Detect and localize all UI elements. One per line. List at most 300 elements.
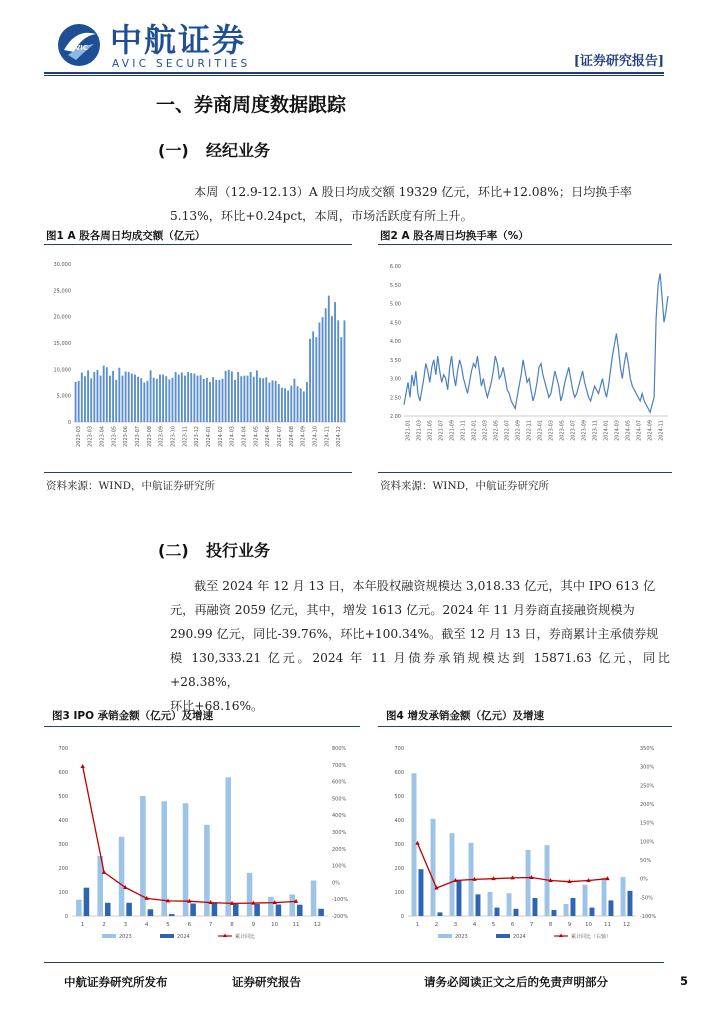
x-tick-label: 2024-01 [603, 420, 610, 441]
bar [197, 376, 199, 422]
y-tick-label: 100 [394, 890, 404, 896]
bar-2024 [276, 904, 282, 916]
figure-1-title: 图1 A 股各周日均成交额（亿元） [46, 230, 206, 242]
x-tick-label: 2024-07 [276, 426, 283, 447]
bar-2024 [148, 909, 154, 916]
bar [200, 375, 202, 422]
bar [222, 379, 224, 422]
bar [312, 331, 314, 422]
bar-2023 [76, 900, 82, 916]
figure-2-rule [378, 244, 672, 245]
x-tick-label: 2024-04 [241, 426, 248, 447]
x-tick-label: 2023-04 [99, 426, 106, 447]
y-tick-label: 0 [67, 420, 71, 426]
y2-tick-label: 300% [332, 830, 347, 836]
y-tick-label: 25,000 [53, 288, 71, 295]
bar [150, 370, 152, 422]
y2-tick-label: 0% [640, 876, 648, 883]
y-tick-label: 600 [394, 770, 404, 776]
bar [128, 372, 130, 422]
bar [93, 372, 95, 422]
x-tick-label: 5 [491, 922, 496, 928]
bar-2023 [289, 894, 295, 916]
brokerage-paragraph [170, 180, 670, 228]
x-tick-label: 3 [453, 922, 458, 928]
x-tick-label: 2023-09 [581, 420, 588, 441]
bar-2024 [169, 914, 175, 916]
y-tick-label: 2.00 [389, 414, 401, 420]
bar [256, 370, 258, 422]
x-tick-label: 9 [251, 922, 256, 928]
y2-tick-label: 100% [332, 863, 347, 870]
bar [290, 386, 292, 422]
figure-4-title: 图4 增发承销金额（亿元）及增速 [386, 710, 544, 722]
x-tick-label: 2021-01 [405, 420, 412, 441]
x-tick-label: 2024-11 [324, 426, 331, 447]
bar-2024 [297, 905, 303, 916]
bar-2023 [564, 904, 569, 916]
bar-2023 [488, 892, 493, 916]
footer-report-type: 证券研究报告 [232, 975, 301, 989]
bar [190, 373, 192, 422]
bar [268, 383, 270, 423]
bar [106, 367, 108, 422]
bar [334, 302, 336, 422]
bar [287, 390, 289, 422]
section-title: 一、券商周度数据跟踪 [156, 94, 347, 116]
bar [181, 372, 183, 422]
x-tick-label: 9 [567, 922, 572, 928]
bar-2023 [450, 833, 455, 916]
y2-tick-label: 50% [640, 858, 652, 864]
x-tick-label: 2023-12 [194, 426, 201, 447]
footer-publisher: 中航证券研究所发布 [64, 975, 168, 989]
bar [165, 376, 167, 422]
y2-tick-label: 100% [640, 839, 655, 846]
legend-marker [559, 934, 563, 938]
x-tick-label: 2024-09 [647, 420, 654, 441]
bar [322, 317, 324, 422]
legend-marker [223, 934, 227, 938]
bar [175, 372, 177, 422]
x-tick-label: 2023-01 [537, 420, 544, 441]
header-divider-thin [44, 75, 664, 76]
x-tick-label: 1 [415, 922, 420, 928]
bar [331, 316, 333, 422]
bar-2023 [602, 878, 607, 916]
bar-2023 [119, 837, 125, 916]
y2-tick-label: 700% [332, 762, 347, 769]
y-tick-label: 500 [394, 794, 404, 800]
legend-label: 2023 [455, 934, 468, 940]
bar-2023 [621, 877, 626, 916]
brand-name-cn: 中航证券 [110, 21, 247, 59]
y-tick-label: 200 [394, 866, 404, 872]
bar [118, 368, 120, 422]
subsection-brokerage [158, 138, 270, 161]
x-tick-label: 2023-10 [170, 426, 177, 447]
x-tick-label: 12 [313, 922, 321, 928]
bar-2024 [628, 891, 633, 916]
bar-2024 [105, 903, 111, 916]
bar [78, 381, 80, 422]
x-tick-label: 2024-11 [658, 420, 665, 441]
paragraph-line: 环比+68.16%。 [170, 699, 264, 713]
bar [215, 380, 217, 422]
x-tick-label: 11 [604, 922, 611, 928]
figure-3-title: 图3 IPO 承销金额（亿元）及增速 [52, 710, 214, 722]
bar [278, 384, 280, 422]
bar-2023 [431, 819, 436, 916]
x-tick-label: 2021-05 [427, 420, 434, 441]
bar [237, 372, 239, 422]
y-tick-label: 0 [400, 914, 404, 920]
bar-2023 [268, 897, 274, 916]
x-tick-label: 7 [529, 922, 534, 928]
brand-name-en: AVIC SECURITIES [112, 58, 251, 70]
bar [262, 378, 264, 422]
bar-2024 [84, 888, 90, 916]
bar [81, 372, 83, 422]
bar [247, 376, 249, 422]
legend-swatch [496, 934, 510, 938]
x-tick-label: 2023-09 [158, 426, 165, 447]
x-tick-label: 2021-07 [438, 420, 445, 441]
paragraph-line: 模 130,333.21 亿元。2024 年 11 月债券承销规模达到 15871.63 亿元，同比+28.38%， [170, 651, 670, 689]
bar-2024 [419, 869, 424, 916]
legend-swatch [438, 934, 452, 938]
bar-2023 [311, 880, 317, 916]
y-tick-label: 300 [394, 842, 404, 848]
y2-tick-label: -100% [332, 897, 349, 904]
figure-4-chart [378, 732, 672, 952]
figure-3-chart [44, 732, 360, 952]
legend-label: 2024 [177, 934, 190, 940]
y-tick-label: 3.00 [389, 376, 401, 383]
x-tick-label: 2024-07 [636, 420, 643, 441]
bar-2023 [161, 801, 167, 916]
x-tick-label: 2024-06 [265, 426, 272, 447]
bar [143, 383, 145, 423]
bar [337, 320, 339, 422]
bar [259, 378, 261, 422]
y-tick-label: 600 [58, 770, 68, 776]
x-tick-label: 10 [271, 922, 279, 928]
x-tick-label: 8 [548, 922, 553, 928]
bar [265, 377, 267, 422]
x-tick-label: 3 [123, 922, 128, 928]
bar [318, 322, 320, 422]
bar [172, 378, 174, 422]
bar [284, 388, 286, 422]
bar [115, 380, 117, 422]
y2-tick-label: 350% [640, 746, 655, 752]
x-tick-label: 2022-09 [515, 420, 522, 441]
y-tick-label: 10,000 [53, 367, 71, 374]
bar-2024 [233, 904, 239, 916]
subsection-title: 投行业务 [206, 541, 271, 560]
bar [343, 320, 345, 422]
bar [187, 372, 189, 422]
bar [100, 376, 102, 422]
bar-2024 [609, 900, 614, 916]
bar [178, 375, 180, 422]
bar-2024 [318, 909, 324, 916]
bar-2023 [526, 850, 531, 916]
bar-2024 [457, 880, 462, 916]
y-tick-label: 6.00 [389, 264, 401, 270]
x-tick-label: 2023-05 [111, 426, 118, 447]
x-tick-label: 6 [510, 922, 515, 928]
bar [303, 391, 305, 422]
y-tick-label: 2.50 [389, 395, 401, 402]
figure-1-source: 资料来源：WIND，中航证券研究所 [46, 480, 216, 492]
legend-label: 累计同比 [235, 934, 256, 940]
bar [275, 381, 277, 422]
page-number: 5 [680, 974, 689, 988]
y-tick-label: 5.00 [389, 301, 401, 308]
x-tick-label: 4 [472, 922, 477, 928]
growth-line [418, 843, 608, 888]
bar [297, 386, 299, 422]
bar [218, 380, 220, 422]
y-tick-label: 30,000 [53, 262, 71, 268]
y-tick-label: 5,000 [56, 393, 71, 400]
bar-2023 [507, 893, 512, 916]
x-tick-label: 2022-03 [482, 420, 489, 441]
x-tick-label: 2024-10 [312, 426, 319, 447]
y2-tick-label: -50% [640, 895, 653, 902]
figure-2-chart [378, 250, 672, 465]
bar [206, 378, 208, 422]
x-tick-label: 2 [102, 922, 106, 928]
footer-disclaimer: 请务必阅读正文之后的免责声明部分 [424, 975, 608, 989]
y-tick-label: 4.00 [389, 339, 401, 345]
bar [109, 376, 111, 422]
x-tick-label: 2022-07 [504, 420, 511, 441]
y2-tick-label: 600% [332, 779, 347, 786]
bar [162, 375, 164, 422]
y-tick-label: 400 [58, 818, 68, 824]
y-tick-label: 4.50 [389, 320, 401, 327]
bar [159, 375, 161, 422]
bar-2023 [583, 885, 588, 916]
bar [84, 376, 86, 422]
bar [153, 378, 155, 422]
y-tick-label: 400 [394, 818, 404, 824]
x-tick-label: 2021-03 [416, 420, 423, 441]
subsection-number: (一) [158, 141, 189, 160]
x-tick-label: 11 [292, 922, 300, 928]
y-tick-label: 700 [394, 746, 404, 752]
bar [90, 378, 92, 422]
x-tick-label: 2024-02 [217, 426, 224, 447]
bar [253, 377, 255, 422]
figure-2-rule-bottom [378, 472, 672, 473]
bar [272, 380, 274, 422]
x-tick-label: 2023-08 [146, 426, 153, 447]
bar [240, 376, 242, 422]
bar [212, 377, 214, 422]
x-tick-label: 2024-05 [253, 426, 260, 447]
bar [293, 379, 295, 422]
figure-1-rule-bottom [44, 472, 352, 473]
bar [87, 370, 89, 422]
x-tick-label: 2023-11 [182, 426, 189, 447]
y-tick-label: 700 [58, 746, 68, 752]
figure-4-rule [378, 726, 672, 727]
bar [122, 376, 124, 422]
x-tick-label: 6 [187, 922, 192, 928]
logo-text: AVIC [69, 44, 89, 52]
y-tick-label: 300 [58, 842, 68, 848]
paragraph-line: 元，再融资 2059 亿元，其中，增发 1613 亿元。2024 年 11 月券商直接融资规模为 [170, 603, 635, 617]
y2-tick-label: -200% [332, 914, 349, 920]
y2-tick-label: 250% [640, 783, 655, 790]
x-tick-label: 2021-11 [460, 420, 467, 441]
legend-label: 2023 [119, 934, 132, 940]
bar [131, 374, 133, 422]
bar [231, 371, 233, 422]
y2-tick-label: 0% [332, 880, 340, 887]
bar [103, 366, 105, 422]
y2-tick-label: 200% [332, 846, 347, 853]
x-tick-label: 5 [166, 922, 170, 928]
bar-2024 [126, 903, 132, 916]
x-tick-label: 2023-11 [592, 420, 599, 441]
y2-tick-label: 500% [332, 796, 347, 803]
bar [340, 337, 342, 422]
x-tick-label: 8 [230, 922, 234, 928]
bar-2023 [183, 803, 189, 916]
x-tick-label: 2024-03 [614, 420, 621, 441]
bar [225, 371, 227, 422]
ib-paragraph [170, 574, 670, 718]
bar [234, 380, 236, 422]
bar-2024 [533, 898, 538, 916]
bar [203, 379, 205, 422]
figure-3-rule [44, 726, 360, 727]
bar-2023 [247, 873, 253, 916]
bar-2024 [476, 894, 481, 916]
x-tick-label: 2022-01 [471, 420, 478, 441]
x-tick-label: 2023-03 [548, 420, 555, 441]
report-tag: [证券研究报告] [573, 54, 664, 69]
y-tick-label: 3.50 [389, 357, 401, 364]
x-tick-label: 2023-07 [570, 420, 577, 441]
legend-label: 2024 [513, 934, 526, 940]
bar [281, 388, 283, 422]
bar [325, 308, 327, 422]
bar-2024 [590, 908, 595, 916]
x-tick-label: 7 [208, 922, 213, 928]
bar [156, 379, 158, 422]
figure-1-chart [44, 250, 354, 465]
y-tick-label: 0 [64, 914, 68, 920]
x-tick-label: 2021-09 [449, 420, 456, 441]
y2-tick-label: 800% [332, 746, 347, 752]
bar [306, 382, 308, 422]
bar [300, 388, 302, 422]
bar [168, 379, 170, 422]
bar-2024 [212, 903, 218, 916]
figure-2-title: 图2 A 股各周日均换手率（%） [380, 230, 529, 242]
bar-2024 [254, 904, 260, 916]
y-tick-label: 15,000 [53, 341, 71, 347]
y-tick-label: 100 [58, 890, 68, 896]
x-tick-label: 4 [144, 922, 149, 928]
bar [315, 337, 317, 422]
bar [75, 382, 77, 422]
x-tick-label: 2023-03 [87, 426, 94, 447]
y2-tick-label: 400% [332, 813, 347, 820]
paragraph-line: 290.99 亿元，同比-39.76%，环比+100.34%。截至 12 月 13 日，券商累计主承债券规 [170, 627, 659, 641]
bar [250, 372, 252, 422]
bar [209, 382, 211, 422]
growth-marker [80, 764, 84, 768]
bar [184, 376, 186, 422]
y2-tick-label: 150% [640, 820, 655, 827]
legend-swatch [160, 934, 174, 938]
y-tick-label: 200 [58, 866, 68, 872]
x-tick-label: 12 [623, 922, 630, 928]
series-line [404, 274, 668, 413]
avic-logo-icon [56, 22, 102, 68]
bar [140, 378, 142, 422]
bar [134, 375, 136, 422]
bar-2024 [190, 904, 196, 916]
y-tick-label: 20,000 [53, 314, 71, 321]
footer-divider [44, 962, 664, 963]
bar-2024 [438, 912, 443, 916]
x-tick-label: 2024-09 [300, 426, 307, 447]
bar [137, 377, 139, 422]
x-tick-label: 2024-03 [229, 426, 236, 447]
legend-swatch [102, 934, 116, 938]
bar [328, 296, 330, 422]
x-tick-label: 2022-05 [493, 420, 500, 441]
x-tick-label: 2024-05 [625, 420, 632, 441]
y2-tick-label: 300% [640, 764, 655, 771]
subsection-number: (二) [158, 541, 189, 560]
bar-2024 [552, 910, 557, 916]
y2-tick-label: 200% [640, 802, 655, 808]
x-tick-label: 2023-03 [75, 426, 82, 447]
figure-1-rule [44, 244, 352, 245]
y-tick-label: 500 [58, 794, 68, 800]
bar-2024 [495, 908, 500, 916]
legend-label: 累计同比（右轴） [571, 934, 612, 940]
bar-2024 [514, 909, 519, 916]
bar [112, 371, 114, 422]
x-tick-label: 2023-05 [559, 420, 566, 441]
growth-line [83, 767, 296, 904]
bar-2024 [571, 898, 576, 916]
header-divider [44, 72, 664, 74]
subsection-ib [158, 538, 270, 561]
x-tick-label: 2022-11 [526, 420, 533, 441]
bar [193, 374, 195, 422]
x-tick-label: 1 [80, 922, 85, 928]
x-tick-label: 2024-01 [206, 426, 212, 447]
y2-tick-label: -100% [640, 914, 657, 920]
x-tick-label: 2 [434, 922, 439, 928]
bar [97, 370, 99, 422]
bar [228, 370, 230, 422]
paragraph-line: 截至 2024 年 12 月 13 日，本年股权融资规模达 3,018.33 亿元，其中 IPO 613 亿 [194, 579, 656, 593]
x-tick-label: 2023-07 [135, 426, 142, 447]
x-tick-label: 2023-06 [123, 426, 130, 447]
